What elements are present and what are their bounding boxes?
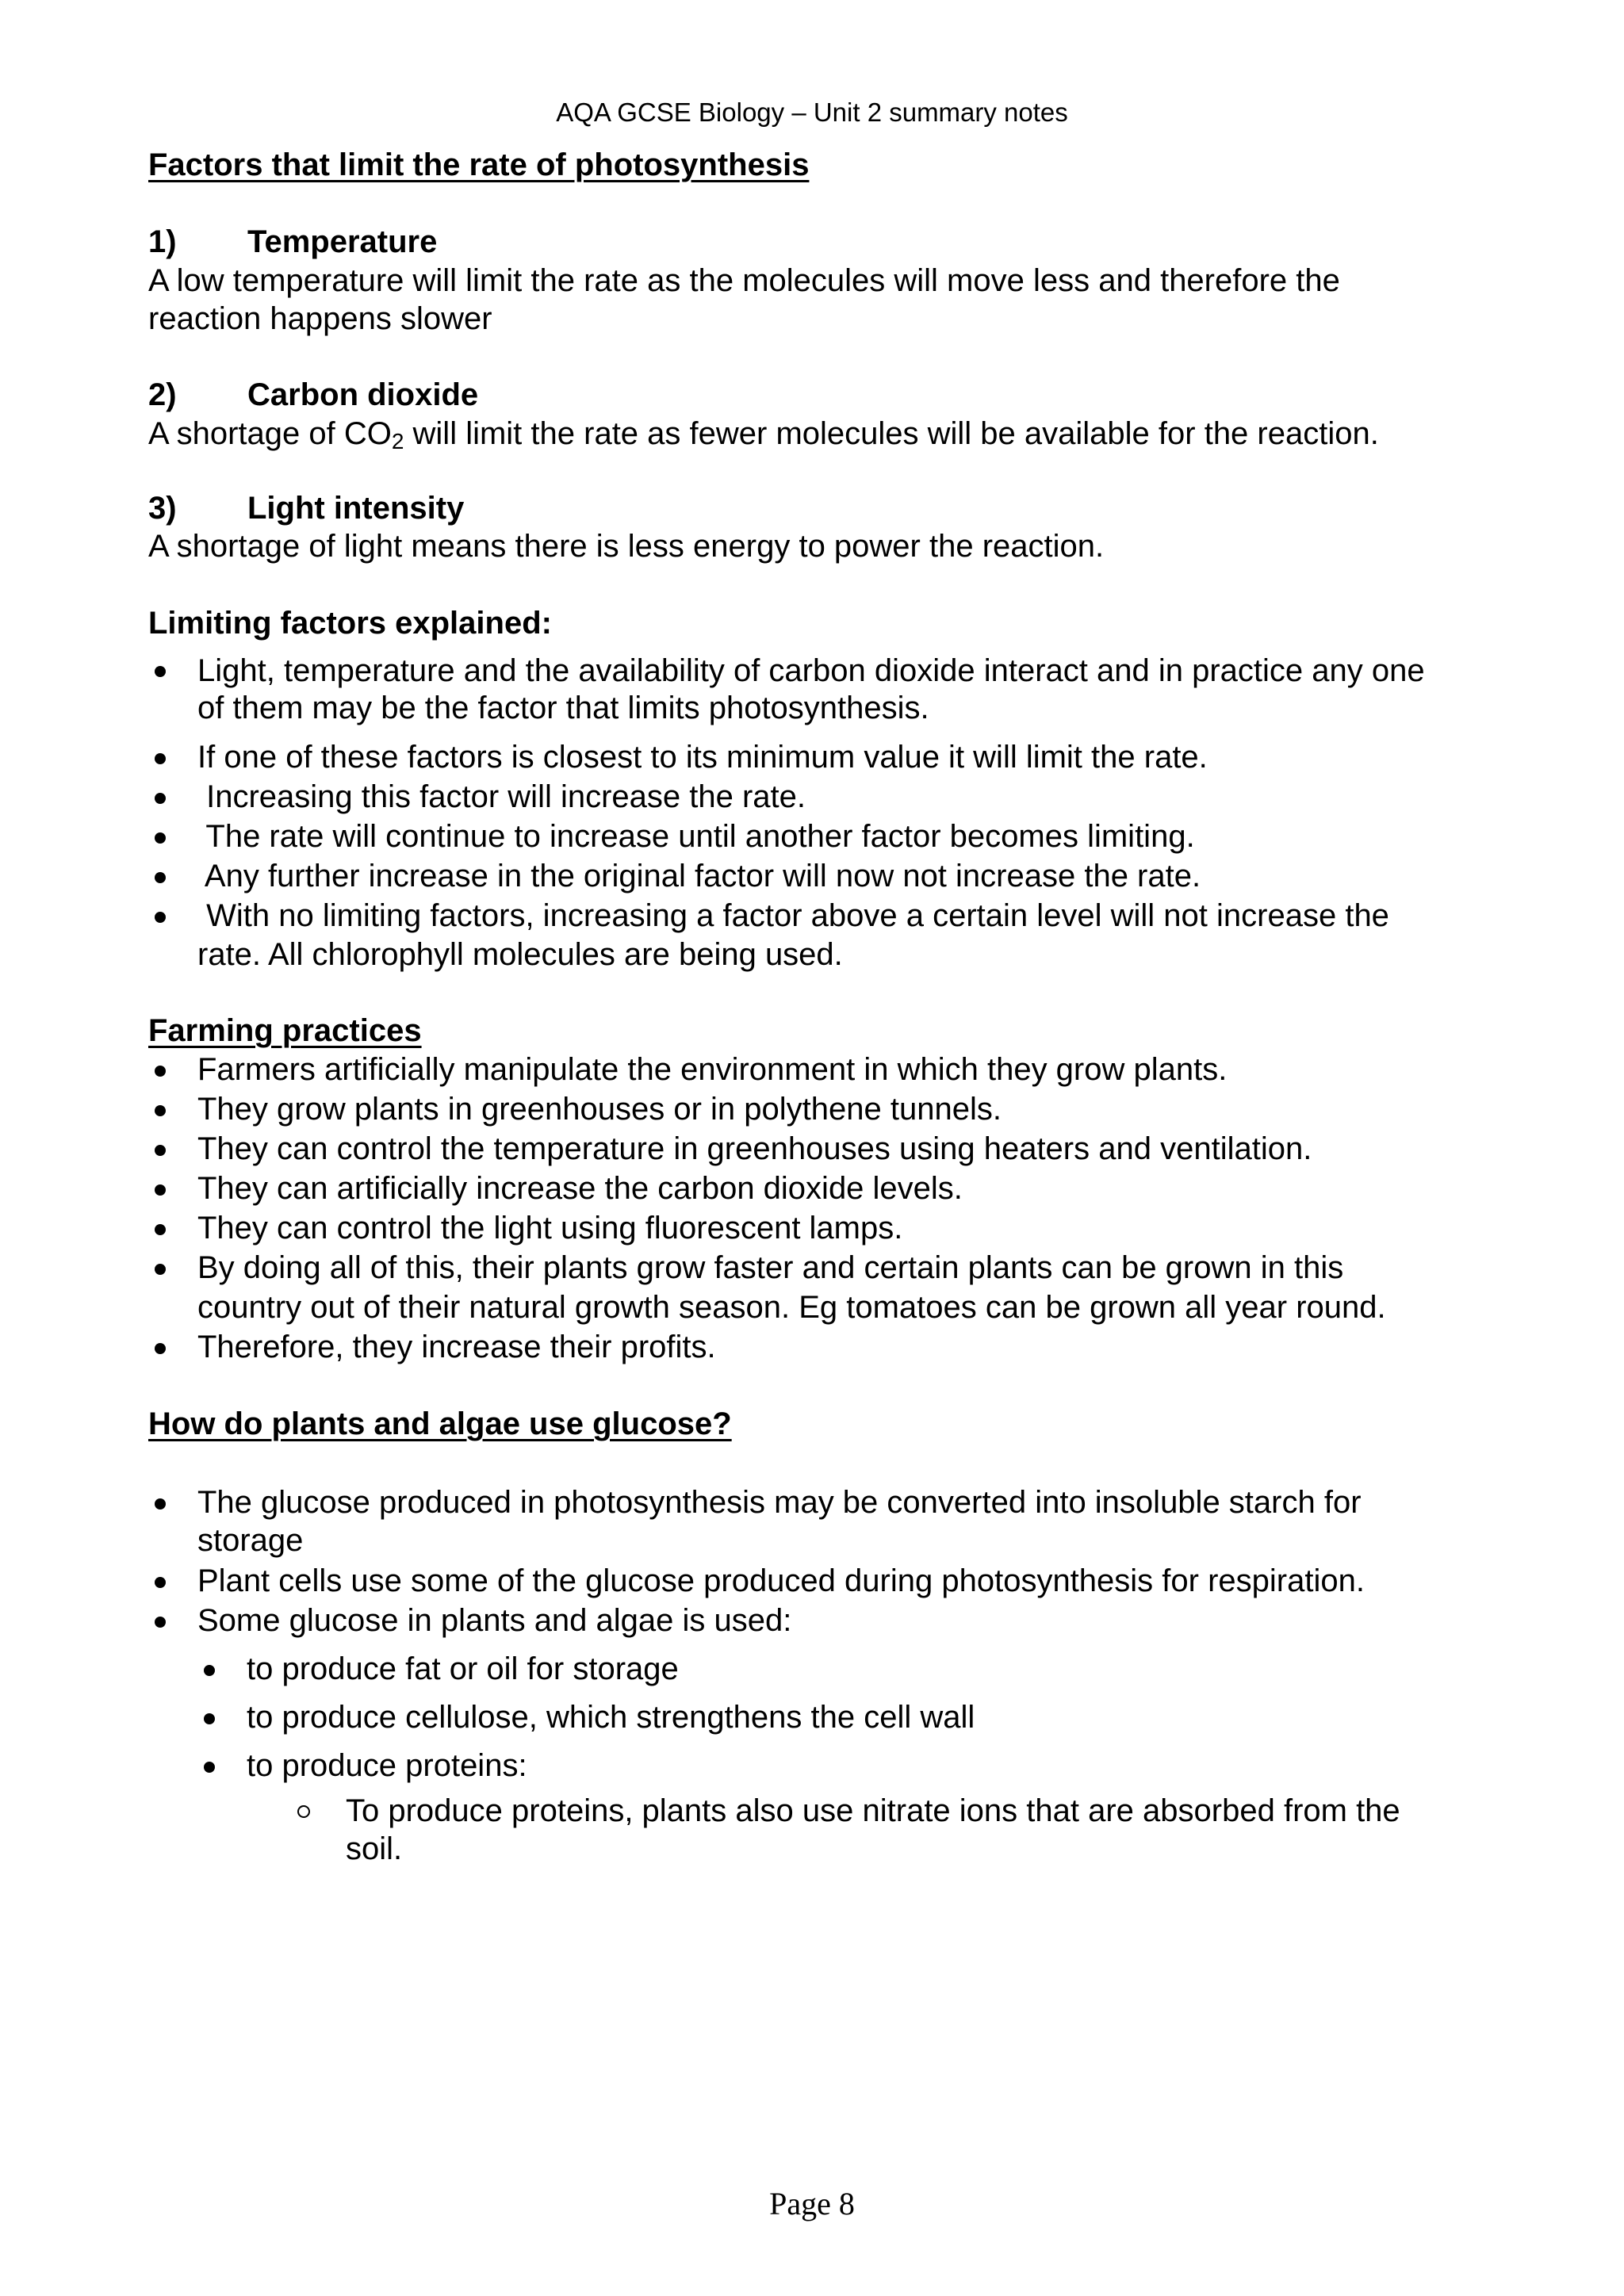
glucose-sub-bullet-2: to produce cellulose, which strengthens the cell wall — [247, 1700, 975, 1735]
factor-text-carbon-dioxide: A shortage of $CO_2$ will limit the rate as fewer molecules will be available for the reaction. — [148, 416, 1379, 453]
bullet-icon — [155, 819, 166, 857]
limiting-bullet-6-line-2: rate. All chlorophyll molecules are being used. — [197, 937, 843, 972]
glucose-sub-sub-bullet-1-line-1: To produce proteins, plants also use nitrate ions that are absorbed from the — [346, 1793, 1400, 1828]
limiting-bullet-4: The rate will continue to increase until another factor becomes limiting. — [197, 819, 1195, 854]
page-number: Page 8 — [769, 2186, 855, 2221]
factor-title-light-intensity: Light intensity — [247, 491, 465, 526]
circle-bullet-icon — [297, 1793, 310, 1831]
factor-number-2: 2) — [148, 377, 177, 412]
bullet-icon — [155, 1131, 166, 1169]
limiting-bullet-1-line-2: of them may be the factor that limits photosynthesis. — [197, 691, 929, 725]
bullet-icon — [155, 1485, 166, 1523]
bullet-icon — [155, 652, 166, 691]
glucose-sub-sub-bullet-1-line-2: soil. — [346, 1831, 403, 1866]
farming-bullet-4: They can artificially increase the carbon dioxide levels. — [197, 1171, 963, 1206]
farming-bullet-7: Therefore, they increase their profits. — [197, 1330, 716, 1364]
bullet-icon — [155, 1171, 166, 1209]
sub-bullet-icon — [204, 1700, 215, 1738]
bullet-icon — [155, 1092, 166, 1130]
bullet-icon — [155, 859, 166, 897]
bullet-icon — [155, 1211, 166, 1249]
bullet-icon — [155, 1052, 166, 1090]
glucose-bullet-1-line-2: storage — [197, 1523, 304, 1558]
farming-bullet-2: They grow plants in greenhouses or in polythene tunnels. — [197, 1092, 1002, 1127]
glucose-sub-bullet-1: to produce fat or oil for storage — [247, 1651, 679, 1686]
bullet-icon — [155, 1603, 166, 1641]
glucose-bullet-2: Plant cells use some of the glucose produced during photosynthesis for respiration. — [197, 1563, 1365, 1598]
glucose-bullet-1-line-1: The glucose produced in photosynthesis may be converted into insoluble starch for — [197, 1485, 1362, 1520]
farming-bullet-1: Farmers artificially manipulate the environment in which they grow plants. — [197, 1052, 1228, 1087]
factor-text-temperature-line-1: A low temperature will limit the rate as the molecules will move less and therefore the — [148, 263, 1340, 298]
factor-number-1: 1) — [148, 224, 177, 259]
factor-text-temperature-line-2: reaction happens slower — [148, 301, 492, 336]
factor-title-carbon-dioxide: Carbon dioxide — [247, 377, 479, 412]
bullet-icon — [155, 740, 166, 778]
farming-practices-heading: Farming practices — [148, 1013, 422, 1048]
farming-bullet-5: They can control the light using fluorescent lamps. — [197, 1211, 903, 1246]
glucose-heading: How do plants and algae use glucose? — [148, 1406, 732, 1441]
bullet-icon — [155, 1330, 166, 1368]
farming-bullet-6-line-2: country out of their natural growth season. Eg tomatoes can be grown all year round. — [197, 1290, 1386, 1325]
factor-text-light-intensity: A shortage of light means there is less energy to power the reaction. — [148, 529, 1105, 564]
running-header: AQA GCSE Biology – Unit 2 summary notes — [556, 98, 1068, 127]
factor-title-temperature: Temperature — [247, 224, 438, 259]
limiting-bullet-1-line-1: Light, temperature and the availability of carbon dioxide interact and in practice any one — [197, 653, 1425, 688]
glucose-bullet-3: Some glucose in plants and algae is used: — [197, 1603, 792, 1638]
bullet-icon — [155, 1563, 166, 1601]
limiting-bullet-6-line-1: With no limiting factors, increasing a factor above a certain level will not increase the — [197, 898, 1389, 933]
limiting-bullet-5: Any further increase in the original factor will now not increase the rate. — [197, 859, 1201, 894]
section-heading-limiting-rate: Factors that limit the rate of photosynthesis — [148, 147, 810, 182]
bullet-icon — [155, 1250, 166, 1288]
farming-bullet-3: They can control the temperature in greenhouses using heaters and ventilation. — [197, 1131, 1312, 1166]
bullet-icon — [155, 898, 166, 936]
sub-bullet-icon — [204, 1651, 215, 1689]
limiting-bullet-3: Increasing this factor will increase the rate. — [197, 779, 806, 814]
limiting-factors-heading: Limiting factors explained: — [148, 606, 552, 641]
farming-bullet-6-line-1: By doing all of this, their plants grow faster and certain plants can be grown in this — [197, 1250, 1344, 1285]
glucose-sub-bullet-3: to produce proteins: — [247, 1748, 527, 1783]
limiting-bullet-2: If one of these factors is closest to its minimum value it will limit the rate. — [197, 740, 1208, 775]
sub-bullet-icon — [204, 1748, 215, 1786]
bullet-icon — [155, 779, 166, 817]
factor-number-3: 3) — [148, 491, 177, 526]
